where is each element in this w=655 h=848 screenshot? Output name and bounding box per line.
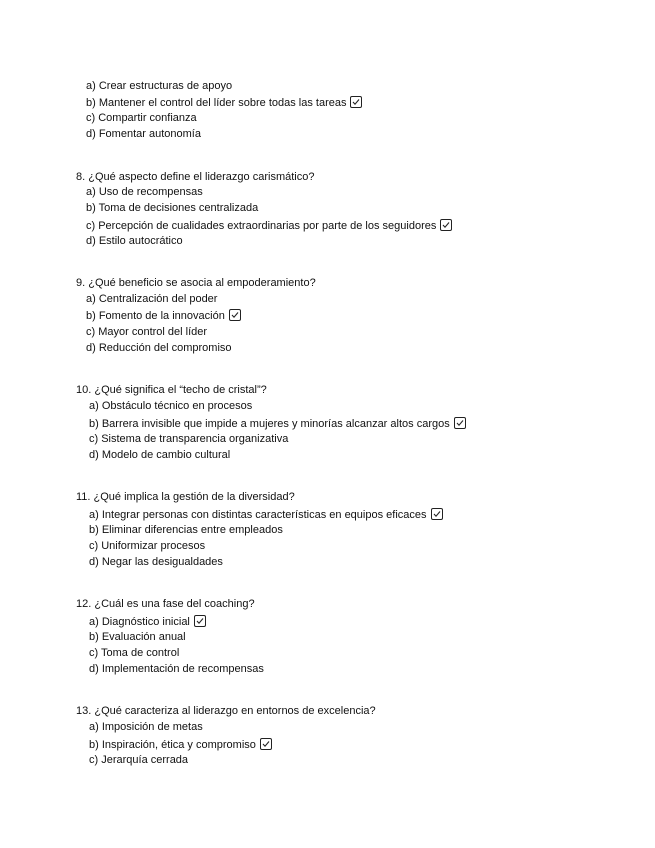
option-q10-c: c) Sistema de transparencia organizativa <box>89 433 289 445</box>
option-q12-c: c) Toma de control <box>89 647 180 659</box>
checked-checkbox-icon[interactable] <box>440 219 452 231</box>
option-q9-c: c) Mayor control del líder <box>86 326 208 338</box>
option-q12-a: a) Diagnóstico inicial <box>89 613 206 630</box>
question-12-text: 12. ¿Cuál es una fase del coaching? <box>76 598 255 610</box>
option-q8-d: d) Estilo autocrático <box>86 235 183 247</box>
option-q7-c: c) Compartir confianza <box>86 112 197 124</box>
option-q9-a: a) Centralización del poder <box>86 293 218 305</box>
option-q8-a: a) Uso de recompensas <box>86 186 203 198</box>
checked-checkbox-icon[interactable] <box>350 96 362 108</box>
option-q12-d: d) Implementación de recompensas <box>89 663 264 675</box>
option-q11-a: a) Integrar personas con distintas características en equipos eficaces <box>89 506 443 523</box>
question-10-text: 10. ¿Qué significa el “techo de cristal”? <box>76 384 267 396</box>
checked-checkbox-icon[interactable] <box>229 309 241 321</box>
option-q9-b: b) Fomento de la innovación <box>86 307 241 324</box>
option-q11-c: c) Uniformizar procesos <box>89 540 206 552</box>
option-q7-b: b) Mantener el control del líder sobre todas las tareas <box>86 94 362 111</box>
checked-checkbox-icon[interactable] <box>194 615 206 627</box>
option-q13-a: a) Imposición de metas <box>89 721 203 733</box>
option-q8-b: b) Toma de decisiones centralizada <box>86 202 259 214</box>
checked-checkbox-icon[interactable] <box>260 738 272 750</box>
question-8-text: 8. ¿Qué aspecto define el liderazgo carismático? <box>76 171 315 183</box>
option-q10-d: d) Modelo de cambio cultural <box>89 449 231 461</box>
option-q11-b: b) Eliminar diferencias entre empleados <box>89 524 283 536</box>
option-q13-c: c) Jerarquía cerrada <box>89 754 189 766</box>
question-9-text: 9. ¿Qué beneficio se asocia al empoderamiento? <box>76 277 316 289</box>
option-q8-c: c) Percepción de cualidades extraordinarias por parte de los seguidores <box>86 217 452 234</box>
option-q10-a: a) Obstáculo técnico en procesos <box>89 400 253 412</box>
question-13-text: 13. ¿Qué caracteriza al liderazgo en entornos de excelencia? <box>76 705 376 717</box>
option-q7-a: a) Crear estructuras de apoyo <box>86 80 233 92</box>
checked-checkbox-icon[interactable] <box>454 417 466 429</box>
option-q12-b: b) Evaluación anual <box>89 631 186 643</box>
option-q10-b: b) Barrera invisible que impide a mujeres y minorías alcanzar altos cargos <box>89 415 466 432</box>
option-q13-b: b) Inspiración, ética y compromiso <box>89 736 272 753</box>
checked-checkbox-icon[interactable] <box>431 508 443 520</box>
option-q9-d: d) Reducción del compromiso <box>86 342 232 354</box>
option-q11-d: d) Negar las desigualdades <box>89 556 223 568</box>
question-11-text: 11. ¿Qué implica la gestión de la diversidad? <box>76 491 295 503</box>
option-q7-d: d) Fomentar autonomía <box>86 128 201 140</box>
